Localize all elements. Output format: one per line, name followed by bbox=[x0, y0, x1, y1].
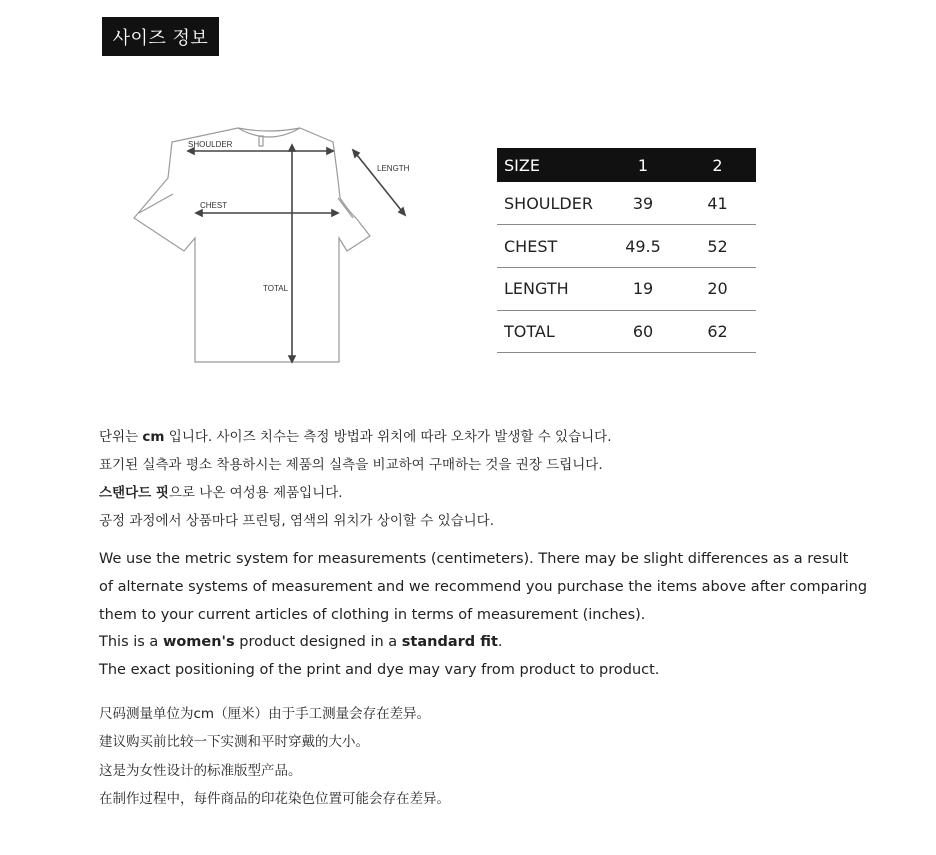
chest-label: CHEST bbox=[200, 201, 228, 210]
note-text: 입니다. 사이즈 치수는 측정 방법과 위치에 따라 오차가 발생할 수 있습니다. bbox=[164, 429, 612, 445]
shoulder-label: SHOULDER bbox=[188, 140, 233, 149]
english-notes bbox=[99, 546, 868, 685]
row-label: TOTAL bbox=[497, 310, 607, 353]
size-2-value: 41 bbox=[679, 182, 756, 225]
total-label: TOTAL bbox=[263, 284, 289, 293]
note-line: 这是为女性设计的标准版型产品。 bbox=[99, 762, 302, 779]
note-bold-text: standard fit bbox=[401, 634, 498, 651]
size-2-value: 62 bbox=[679, 310, 756, 353]
size-1-value: 60 bbox=[607, 310, 679, 353]
size-column-header: SIZE bbox=[497, 148, 607, 182]
note-bold-text: 스탠다드 핏 bbox=[99, 485, 169, 501]
size-2-value: 20 bbox=[679, 267, 756, 310]
note-line bbox=[99, 479, 859, 507]
size-table bbox=[497, 148, 756, 353]
table-row bbox=[497, 182, 756, 225]
size-2-column-header: 2 bbox=[679, 148, 756, 182]
tshirt-outline bbox=[134, 128, 370, 362]
note-text: product designed in a bbox=[234, 634, 402, 651]
note-text: 단위는 bbox=[99, 429, 143, 445]
table-row bbox=[497, 267, 756, 310]
size-1-value: 39 bbox=[607, 182, 679, 225]
note-line: The exact positioning of the print and dye may vary from product to product. bbox=[99, 662, 660, 679]
table-row bbox=[497, 225, 756, 268]
chinese-notes bbox=[99, 700, 859, 813]
note-text: This is a bbox=[99, 634, 163, 651]
note-line: We use the metric system for measurements (centimeters). There may be slight differences as a result bbox=[99, 551, 849, 567]
note-bold-text: cm bbox=[142, 429, 165, 445]
size-1-value: 49.5 bbox=[607, 225, 679, 268]
measure-lines bbox=[188, 145, 405, 362]
tshirt-size-diagram bbox=[128, 118, 428, 378]
note-line bbox=[99, 423, 859, 451]
note-line: 在制作过程中，每件商品的印花染色位置可能会存在差异。 bbox=[99, 790, 450, 807]
note-line: them to your current articles of clothing in terms of measurement (inches). bbox=[99, 606, 646, 623]
note-line bbox=[99, 629, 859, 657]
length-label: LENGTH bbox=[377, 164, 410, 173]
row-label: SHOULDER bbox=[497, 182, 607, 225]
note-text: . bbox=[497, 634, 503, 651]
note-line: 尺码测量单位为cm（厘米）由于手工测量会存在差异。 bbox=[99, 706, 431, 722]
page-title: 사이즈 정보 bbox=[102, 17, 219, 56]
note-line: 공정 과정에서 상품마다 프린팅, 염색의 위치가 상이할 수 있습니다. bbox=[99, 513, 495, 529]
row-label: LENGTH bbox=[497, 267, 607, 310]
note-text: 으로 나온 여성용 제품입니다. bbox=[168, 485, 343, 501]
note-line: of alternate systems of measurement and we recommend you purchase the items above after comparing bbox=[99, 578, 868, 595]
size-1-column-header: 1 bbox=[607, 148, 679, 182]
note-line: 표기된 실측과 평소 착용하시는 제품의 실측을 비교하여 구매하는 것을 권장 드립니다. bbox=[99, 457, 603, 473]
note-line: 建议购买前比较一下实测和平时穿戴的大小。 bbox=[99, 734, 369, 751]
row-label: CHEST bbox=[497, 225, 607, 268]
size-2-value: 52 bbox=[679, 225, 756, 268]
table-row bbox=[497, 310, 756, 353]
note-bold-text: women's bbox=[162, 634, 235, 651]
korean-notes bbox=[99, 423, 859, 535]
size-1-value: 19 bbox=[607, 267, 679, 310]
size-table-header-row bbox=[497, 148, 756, 182]
